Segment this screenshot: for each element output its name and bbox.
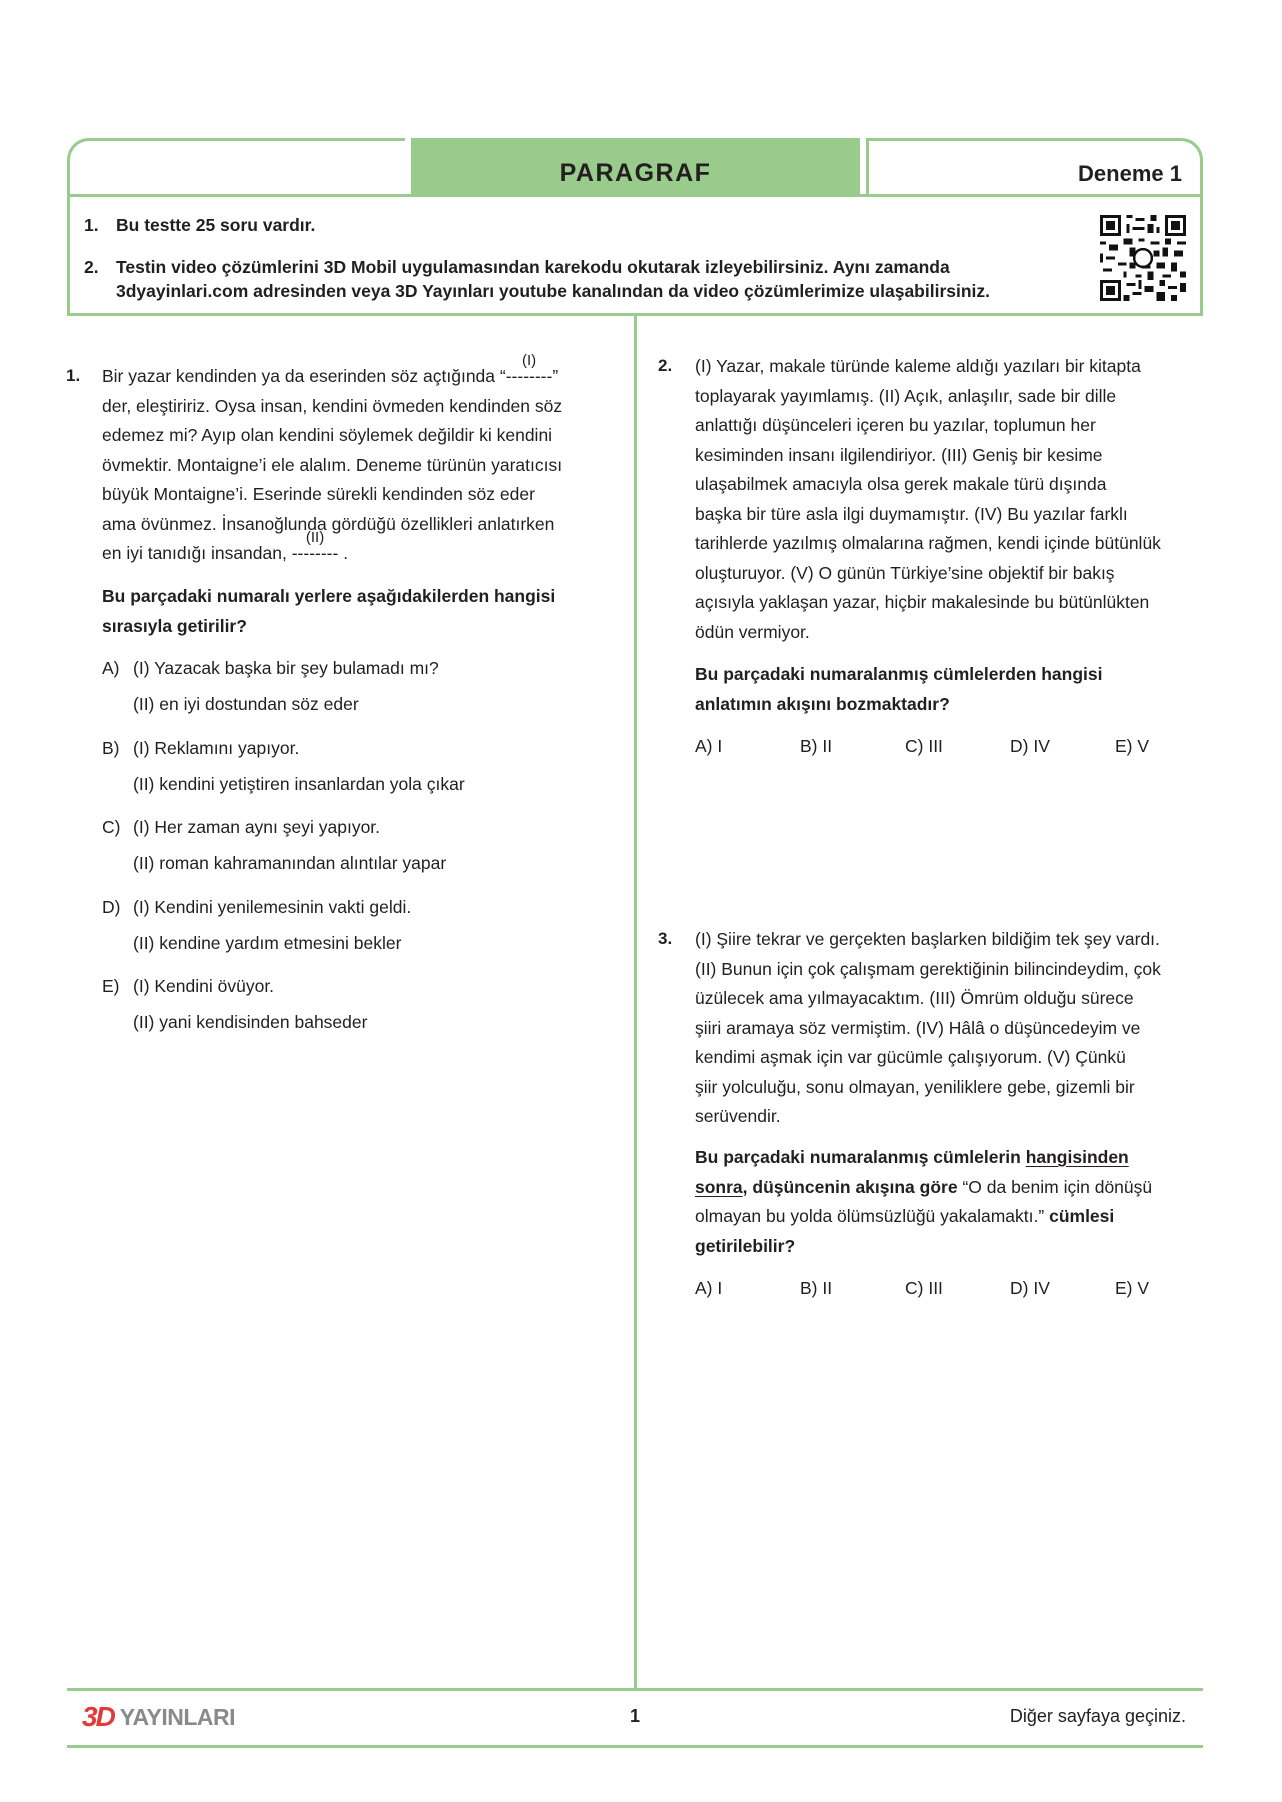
- answer-a[interactable]: A) I: [695, 1278, 723, 1298]
- publisher-logo: [82, 1700, 235, 1734]
- footer-rule-bottom: [67, 1745, 1203, 1748]
- column-divider: [634, 316, 637, 1690]
- blank-2: (II) --------: [291, 529, 339, 563]
- answer-b[interactable]: B) II: [800, 1278, 833, 1298]
- subject-title: PARAGRAF: [559, 158, 712, 187]
- question-3-stem: Bu parçadaki numaralanmış cümlelerin hangisinden sonra, düşüncenin akışına göre “O da benim için dönüşü olmayan bu yolda ölümsüzlüğü yakalamaktı.” cümlesi getirilebilir?: [695, 1147, 1153, 1256]
- question-3-number: 3.: [658, 929, 673, 948]
- footer-rule-top: [67, 1688, 1203, 1691]
- question-2-number: 2.: [658, 356, 673, 375]
- question-3-passage: (I) Şiire tekrar ve gerçekten başlarken bildiğim tek şey vardı. (II) Bunun için çok çalışmam gerektiğinin bilincindeydim, çok üzülecek ama yılmayacaktım. (III) Ömrüm olduğu sürece şiiri aramaya söz vermiştim. (IV) Hâlâ o düşüncedeyim ve kendimi aşmak için var gücümle çalışıyorum. (V) Çünkü şiir yolculuğu, sonu olmayan, yeniliklere gebe, gizemli bir serüvendir.: [695, 929, 1161, 1126]
- answer-e[interactable]: E) V: [1115, 1278, 1150, 1298]
- instructions-box: 1. Bu testte 25 soru vardır. 2. Testin video çözümlerini 3D Mobil uygulamasından karekodu okutarak izleyebilirsiniz. Aynı zamanda 3dyayinlari.com adresinden veya 3D Yayınları youtube kanalından da video çözümlerimize ulaşabilirsiniz.: [67, 194, 1203, 316]
- header-left-cell: [67, 138, 405, 194]
- test-name: Deneme 1: [1078, 160, 1182, 186]
- answer-b[interactable]: B) II: [800, 736, 833, 756]
- answer-c[interactable]: C) III: [905, 736, 943, 756]
- next-page-note: Diğer sayfaya geçiniz.: [1009, 1706, 1186, 1726]
- logo-mark-icon: 3D: [82, 1701, 114, 1732]
- answer-a[interactable]: A) I: [695, 736, 723, 756]
- question-2-stem: Bu parçadaki numaralanmış cümlelerden hangisi anlatımın akışını bozmaktadır?: [695, 664, 1103, 714]
- question-1-passage: Bir yazar kendinden ya da eserinden söz açtığında “ (I) --------” der, eleştiririz. Oysa insan, kendini övmeden kendinden söz edemez mi? Ayıp olan kendini söylemek değildir ki kendini övmektir. Montaigne’i ele alalım. Deneme türünün yaratıcısı büyük Montaigne’i. Eserinde sürekli kendinden söz eder ama övünmez. İnsanoğlunda gördüğü özellikleri anlatırken en iyi tanıdığı insandan, (II) -------- .: [102, 362, 562, 569]
- answer-d[interactable]: D) IV: [1010, 1278, 1050, 1298]
- answer-c[interactable]: C) III: [905, 1278, 943, 1298]
- page-number: 1: [629, 1706, 640, 1726]
- question-1-number: 1.: [66, 366, 81, 385]
- logo-text: YAYINLARI: [119, 1703, 236, 1730]
- blank-1: (I) --------: [505, 352, 553, 386]
- qr-code-icon[interactable]: [1100, 215, 1186, 301]
- question-2-passage: (I) Yazar, makale türünde kaleme aldığı yazıları bir kitapta toplayarak yayımlamış. (II) Açık, anlaşılır, sade bir dille anlattığı düşünceleri içeren bu yazılar, toplumun her kesiminden insanı ilgilendiriyor. (III) Geniş bir kesime ulaşabilmek amacıyla olsa gerek makale türü dışında başka bir türe asla ilgi duymamıştır. (IV) Bu yazılar farklı tarihlerde yazılmış olmalarına rağmen, kendi içinde bütünlük oluşturuyor. (V) O günün Türkiye’sine objektif bir bakış açısıyla yaklaşan yazar, hiçbir makalesinde bu bütünlükten ödün vermiyor.: [695, 356, 1161, 642]
- header-test-cell: [866, 138, 1203, 194]
- answer-e[interactable]: E) V: [1115, 736, 1150, 756]
- header-subject-cell: [411, 138, 860, 194]
- answer-d[interactable]: D) IV: [1010, 736, 1050, 756]
- question-1-stem: Bu parçadaki numaralı yerlere aşağıdakilerden hangisi sırasıyla getirilir?: [102, 586, 556, 636]
